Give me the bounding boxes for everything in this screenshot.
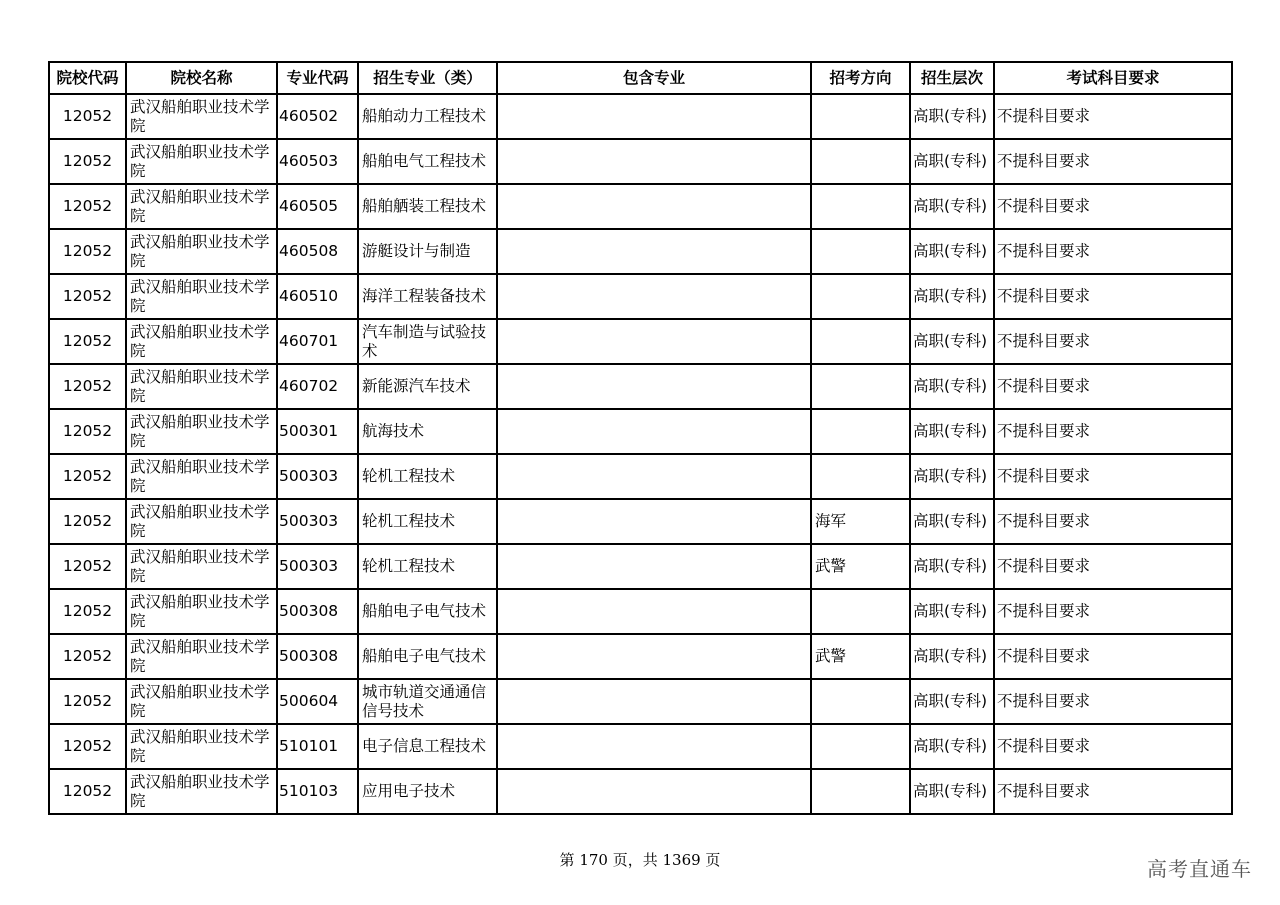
cell-major-code: 460503 — [277, 139, 358, 184]
cell-major: 应用电子技术 — [358, 769, 497, 814]
cell-major-code: 500308 — [277, 634, 358, 679]
cell-included-majors — [497, 94, 811, 139]
cell-major: 船舶电子电气技术 — [358, 589, 497, 634]
cell-direction — [811, 454, 910, 499]
cell-level: 高职(专科) — [910, 589, 994, 634]
cell-included-majors — [497, 589, 811, 634]
cell-school-name: 武汉船舶职业技术学院 — [126, 724, 277, 769]
header-included-majors: 包含专业 — [497, 62, 811, 94]
cell-requirement: 不提科目要求 — [994, 679, 1232, 724]
table-row — [49, 364, 1232, 409]
cell-direction: 武警 — [811, 634, 910, 679]
cell-major-code: 500303 — [277, 499, 358, 544]
table-body — [49, 94, 1232, 814]
table-row — [49, 679, 1232, 724]
cell-direction — [811, 589, 910, 634]
cell-school-code: 12052 — [49, 94, 126, 139]
cell-direction — [811, 319, 910, 364]
cell-major: 轮机工程技术 — [358, 544, 497, 589]
header-school-name: 院校名称 — [126, 62, 277, 94]
cell-included-majors — [497, 724, 811, 769]
table-row — [49, 139, 1232, 184]
cell-direction: 海军 — [811, 499, 910, 544]
table-row — [49, 454, 1232, 499]
cell-major-code: 500303 — [277, 544, 358, 589]
table-row — [49, 94, 1232, 139]
cell-level: 高职(专科) — [910, 724, 994, 769]
cell-school-code: 12052 — [49, 724, 126, 769]
cell-major-code: 500303 — [277, 454, 358, 499]
cell-level: 高职(专科) — [910, 364, 994, 409]
cell-included-majors — [497, 364, 811, 409]
cell-school-name: 武汉船舶职业技术学院 — [126, 139, 277, 184]
cell-direction — [811, 769, 910, 814]
cell-requirement: 不提科目要求 — [994, 229, 1232, 274]
cell-included-majors — [497, 634, 811, 679]
cell-requirement: 不提科目要求 — [994, 634, 1232, 679]
table-row — [49, 274, 1232, 319]
cell-school-code: 12052 — [49, 274, 126, 319]
cell-requirement: 不提科目要求 — [994, 499, 1232, 544]
cell-school-name: 武汉船舶职业技术学院 — [126, 319, 277, 364]
cell-school-name: 武汉船舶职业技术学院 — [126, 454, 277, 499]
cell-included-majors — [497, 139, 811, 184]
cell-school-code: 12052 — [49, 319, 126, 364]
cell-school-code: 12052 — [49, 139, 126, 184]
cell-major: 船舶电气工程技术 — [358, 139, 497, 184]
watermark: 高考直通车 — [1147, 857, 1252, 881]
cell-direction — [811, 364, 910, 409]
cell-level: 高职(专科) — [910, 274, 994, 319]
cell-level: 高职(专科) — [910, 319, 994, 364]
cell-major: 船舶电子电气技术 — [358, 634, 497, 679]
table-row — [49, 499, 1232, 544]
cell-major: 航海技术 — [358, 409, 497, 454]
cell-school-name: 武汉船舶职业技术学院 — [126, 544, 277, 589]
cell-included-majors — [497, 184, 811, 229]
table-row — [49, 319, 1232, 364]
cell-level: 高职(专科) — [910, 94, 994, 139]
header-major-code: 专业代码 — [277, 62, 358, 94]
cell-major-code: 510103 — [277, 769, 358, 814]
cell-direction — [811, 229, 910, 274]
cell-included-majors — [497, 319, 811, 364]
cell-school-name: 武汉船舶职业技术学院 — [126, 589, 277, 634]
cell-major-code: 500604 — [277, 679, 358, 724]
cell-direction — [811, 409, 910, 454]
cell-school-code: 12052 — [49, 364, 126, 409]
cell-requirement: 不提科目要求 — [994, 454, 1232, 499]
page-number: 第 170 页，共 1369 页 — [559, 851, 721, 869]
cell-school-name: 武汉船舶职业技术学院 — [126, 769, 277, 814]
cell-level: 高职(专科) — [910, 499, 994, 544]
header-level: 招生层次 — [910, 62, 994, 94]
cell-requirement: 不提科目要求 — [994, 319, 1232, 364]
cell-level: 高职(专科) — [910, 679, 994, 724]
cell-major: 电子信息工程技术 — [358, 724, 497, 769]
cell-level: 高职(专科) — [910, 454, 994, 499]
cell-requirement: 不提科目要求 — [994, 184, 1232, 229]
cell-level: 高职(专科) — [910, 769, 994, 814]
cell-included-majors — [497, 229, 811, 274]
cell-school-code: 12052 — [49, 634, 126, 679]
table-row — [49, 544, 1232, 589]
cell-direction — [811, 139, 910, 184]
cell-major: 轮机工程技术 — [358, 499, 497, 544]
cell-major-code: 460702 — [277, 364, 358, 409]
cell-major: 游艇设计与制造 — [358, 229, 497, 274]
cell-school-code: 12052 — [49, 544, 126, 589]
cell-school-code: 12052 — [49, 679, 126, 724]
cell-school-code: 12052 — [49, 589, 126, 634]
cell-major-code: 460505 — [277, 184, 358, 229]
table-row — [49, 724, 1232, 769]
cell-major: 轮机工程技术 — [358, 454, 497, 499]
cell-major: 海洋工程装备技术 — [358, 274, 497, 319]
cell-school-name: 武汉船舶职业技术学院 — [126, 274, 277, 319]
cell-included-majors — [497, 409, 811, 454]
cell-major-code: 460510 — [277, 274, 358, 319]
header-direction: 招考方向 — [811, 62, 910, 94]
cell-school-name: 武汉船舶职业技术学院 — [126, 679, 277, 724]
cell-major: 船舶舾装工程技术 — [358, 184, 497, 229]
cell-direction — [811, 274, 910, 319]
cell-major: 汽车制造与试验技术 — [358, 319, 497, 364]
cell-level: 高职(专科) — [910, 184, 994, 229]
cell-school-code: 12052 — [49, 454, 126, 499]
cell-level: 高职(专科) — [910, 634, 994, 679]
cell-school-name: 武汉船舶职业技术学院 — [126, 409, 277, 454]
cell-school-code: 12052 — [49, 229, 126, 274]
admissions-table — [48, 61, 1233, 815]
cell-requirement: 不提科目要求 — [994, 274, 1232, 319]
table-header-row — [49, 62, 1232, 94]
cell-school-name: 武汉船舶职业技术学院 — [126, 499, 277, 544]
cell-school-name: 武汉船舶职业技术学院 — [126, 184, 277, 229]
cell-major-code: 500301 — [277, 409, 358, 454]
cell-level: 高职(专科) — [910, 544, 994, 589]
cell-major-code: 510101 — [277, 724, 358, 769]
cell-requirement: 不提科目要求 — [994, 589, 1232, 634]
cell-requirement: 不提科目要求 — [994, 409, 1232, 454]
cell-direction — [811, 94, 910, 139]
cell-school-name: 武汉船舶职业技术学院 — [126, 634, 277, 679]
cell-school-code: 12052 — [49, 499, 126, 544]
cell-major-code: 460502 — [277, 94, 358, 139]
cell-requirement: 不提科目要求 — [994, 364, 1232, 409]
cell-requirement: 不提科目要求 — [994, 139, 1232, 184]
cell-level: 高职(专科) — [910, 139, 994, 184]
cell-direction — [811, 724, 910, 769]
cell-major-code: 460508 — [277, 229, 358, 274]
cell-school-code: 12052 — [49, 184, 126, 229]
cell-major: 船舶动力工程技术 — [358, 94, 497, 139]
cell-school-name: 武汉船舶职业技术学院 — [126, 229, 277, 274]
cell-included-majors — [497, 499, 811, 544]
cell-school-code: 12052 — [49, 769, 126, 814]
cell-school-code: 12052 — [49, 409, 126, 454]
table-row — [49, 589, 1232, 634]
cell-requirement: 不提科目要求 — [994, 769, 1232, 814]
cell-included-majors — [497, 544, 811, 589]
cell-included-majors — [497, 454, 811, 499]
cell-included-majors — [497, 679, 811, 724]
cell-school-name: 武汉船舶职业技术学院 — [126, 364, 277, 409]
cell-requirement: 不提科目要求 — [994, 724, 1232, 769]
cell-requirement: 不提科目要求 — [994, 94, 1232, 139]
table-row — [49, 184, 1232, 229]
table-row — [49, 409, 1232, 454]
cell-school-name: 武汉船舶职业技术学院 — [126, 94, 277, 139]
cell-major-code: 460701 — [277, 319, 358, 364]
cell-major: 新能源汽车技术 — [358, 364, 497, 409]
cell-requirement: 不提科目要求 — [994, 544, 1232, 589]
cell-included-majors — [497, 274, 811, 319]
cell-level: 高职(专科) — [910, 409, 994, 454]
header-requirement: 考试科目要求 — [994, 62, 1232, 94]
cell-level: 高职(专科) — [910, 229, 994, 274]
header-major: 招生专业（类） — [358, 62, 497, 94]
cell-direction — [811, 679, 910, 724]
cell-major-code: 500308 — [277, 589, 358, 634]
header-school-code: 院校代码 — [49, 62, 126, 94]
cell-direction: 武警 — [811, 544, 910, 589]
table-row — [49, 769, 1232, 814]
table-row — [49, 634, 1232, 679]
cell-included-majors — [497, 769, 811, 814]
cell-major: 城市轨道交通通信信号技术 — [358, 679, 497, 724]
cell-direction — [811, 184, 910, 229]
table-row — [49, 229, 1232, 274]
